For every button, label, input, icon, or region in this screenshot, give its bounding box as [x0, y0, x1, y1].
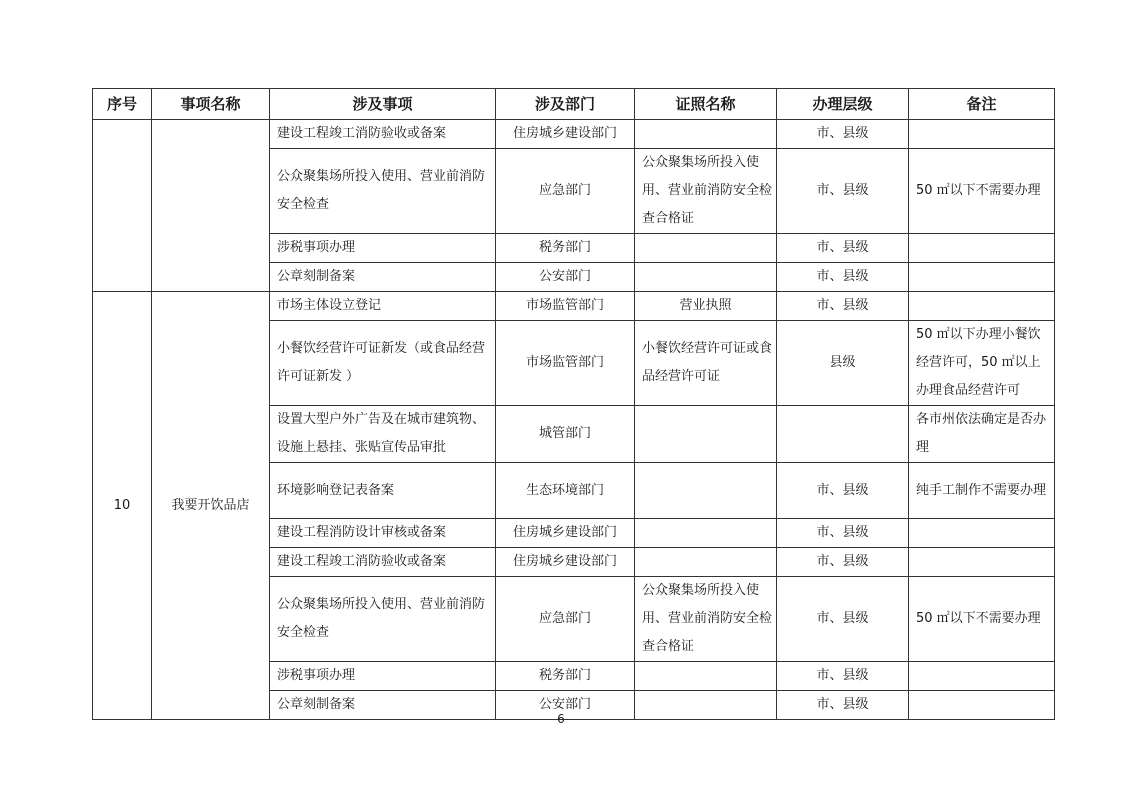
- item-cell: 市场主体设立登记: [270, 292, 496, 321]
- dept-cell: 公安部门: [496, 691, 635, 720]
- dept-cell: 应急部门: [496, 149, 635, 234]
- note-cell: 50 ㎡以下不需要办理: [909, 577, 1055, 662]
- dept-cell: 住房城乡建设部门: [496, 548, 635, 577]
- item-cell: 小餐饮经营许可证新发（或食品经营许可证新发 ）: [270, 321, 496, 406]
- level-cell: 市、县级: [777, 292, 909, 321]
- note-cell: [909, 548, 1055, 577]
- license-cell: 公众聚集场所投入使用、营业前消防安全检查合格证: [635, 149, 777, 234]
- header-level: 办理层级: [777, 89, 909, 120]
- note-cell: [909, 662, 1055, 691]
- note-cell: [909, 263, 1055, 292]
- dept-cell: 市场监管部门: [496, 292, 635, 321]
- item-cell: 涉税事项办理: [270, 234, 496, 263]
- header-note: 备注: [909, 89, 1055, 120]
- license-cell: [635, 263, 777, 292]
- dept-cell: 公安部门: [496, 263, 635, 292]
- header-seq: 序号: [93, 89, 152, 120]
- note-cell: [909, 519, 1055, 548]
- item-cell: 公章刻制备案: [270, 691, 496, 720]
- note-cell: 纯手工制作不需要办理: [909, 463, 1055, 519]
- table-row: [93, 120, 1055, 149]
- level-cell: 县级: [777, 321, 909, 406]
- license-cell: [635, 662, 777, 691]
- dept-cell: 住房城乡建设部门: [496, 120, 635, 149]
- level-cell: 市、县级: [777, 519, 909, 548]
- level-cell: 市、县级: [777, 120, 909, 149]
- header-license: 证照名称: [635, 89, 777, 120]
- dept-cell: 税务部门: [496, 662, 635, 691]
- item-cell: 公章刻制备案: [270, 263, 496, 292]
- note-cell: 各市州依法确定是否办理: [909, 406, 1055, 463]
- level-cell: 市、县级: [777, 548, 909, 577]
- item-cell: 环境影响登记表备案: [270, 463, 496, 519]
- matters-table: [92, 88, 1055, 720]
- header-involved-item: 涉及事项: [270, 89, 496, 120]
- item-cell: 建设工程竣工消防验收或备案: [270, 548, 496, 577]
- item-cell: 建设工程竣工消防验收或备案: [270, 120, 496, 149]
- note-cell: [909, 234, 1055, 263]
- dept-cell: 生态环境部门: [496, 463, 635, 519]
- note-cell: 50 ㎡以下办理小餐饮经营许可，50 ㎡以上办理食品经营许可: [909, 321, 1055, 406]
- license-cell: [635, 463, 777, 519]
- license-cell: [635, 406, 777, 463]
- dept-cell: 住房城乡建设部门: [496, 519, 635, 548]
- level-cell: 市、县级: [777, 263, 909, 292]
- level-cell: 市、县级: [777, 577, 909, 662]
- seq-cell: 10: [93, 292, 152, 720]
- note-cell: [909, 120, 1055, 149]
- note-cell: [909, 292, 1055, 321]
- item-cell: 建设工程消防设计审核或备案: [270, 519, 496, 548]
- license-cell: [635, 519, 777, 548]
- header-department: 涉及部门: [496, 89, 635, 120]
- level-cell: 市、县级: [777, 234, 909, 263]
- license-cell: 小餐饮经营许可证或食品经营许可证: [635, 321, 777, 406]
- matter-name-cell: 我要开饮品店: [152, 292, 270, 720]
- seq-cell: [93, 120, 152, 292]
- license-cell: 营业执照: [635, 292, 777, 321]
- license-cell: [635, 234, 777, 263]
- dept-cell: 市场监管部门: [496, 321, 635, 406]
- level-cell: 市、县级: [777, 463, 909, 519]
- page-number: 6: [557, 712, 565, 726]
- item-cell: 设置大型户外广告及在城市建筑物、设施上悬挂、张贴宣传品审批: [270, 406, 496, 463]
- level-cell: 市、县级: [777, 662, 909, 691]
- level-cell: 市、县级: [777, 149, 909, 234]
- item-cell: 公众聚集场所投入使用、营业前消防安全检查: [270, 149, 496, 234]
- item-cell: 公众聚集场所投入使用、营业前消防安全检查: [270, 577, 496, 662]
- dept-cell: 城管部门: [496, 406, 635, 463]
- dept-cell: 税务部门: [496, 234, 635, 263]
- item-cell: 涉税事项办理: [270, 662, 496, 691]
- dept-cell: 应急部门: [496, 577, 635, 662]
- level-cell: 市、县级: [777, 691, 909, 720]
- license-cell: 公众聚集场所投入使用、营业前消防安全检查合格证: [635, 577, 777, 662]
- license-cell: [635, 548, 777, 577]
- matter-name-cell: [152, 120, 270, 292]
- license-cell: [635, 120, 777, 149]
- header-matter-name: 事项名称: [152, 89, 270, 120]
- level-cell: [777, 406, 909, 463]
- table-row: [93, 292, 1055, 321]
- note-cell: 50 ㎡以下不需要办理: [909, 149, 1055, 234]
- table-header-row: [93, 89, 1055, 120]
